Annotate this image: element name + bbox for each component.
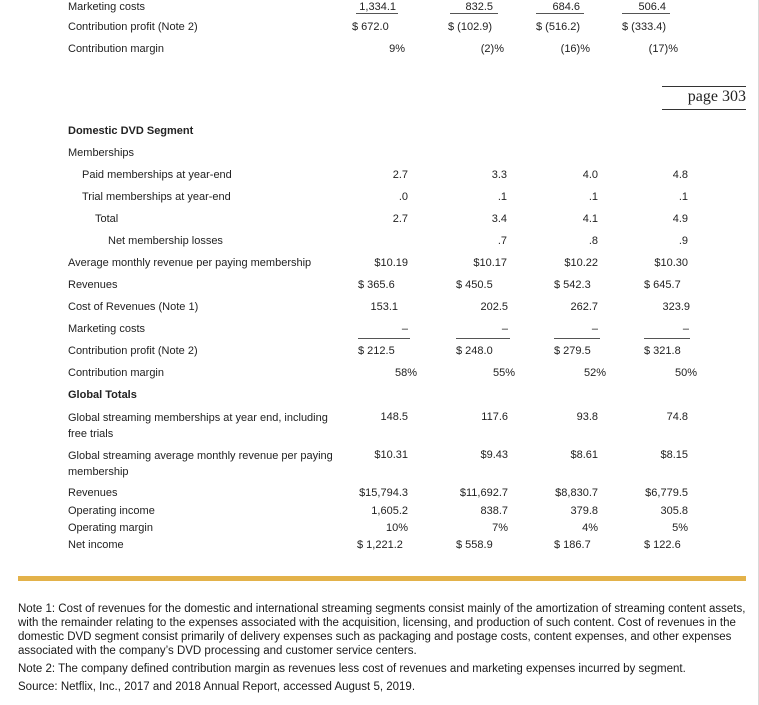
value-cell: $ 186.7 — [554, 539, 591, 551]
value-cell: 9% — [389, 43, 405, 55]
table-row — [0, 300, 759, 318]
value-cell: $ 450.5 — [456, 279, 493, 291]
table-row — [0, 538, 759, 556]
value-cell: 305.8 — [660, 505, 688, 517]
table-row — [0, 521, 759, 539]
value-cell: $10.17 — [473, 257, 507, 269]
value-cell: 4% — [582, 522, 598, 534]
value-cell: $8,830.7 — [555, 487, 598, 499]
total-rule — [644, 338, 690, 339]
value-cell: 7% — [492, 522, 508, 534]
value-cell: 1,605.2 — [371, 505, 408, 517]
value-cell: 58% — [394, 367, 417, 379]
table-row — [0, 256, 759, 274]
value-cell: 838.7 — [480, 505, 508, 517]
table-row — [0, 168, 759, 186]
total-rule — [356, 13, 398, 14]
row-label: Paid memberships at year-end — [82, 169, 232, 181]
table-row — [0, 20, 759, 38]
value-cell: 323.9 — [662, 301, 690, 313]
value-cell: 10% — [385, 522, 408, 534]
value-cell: 262.7 — [570, 301, 598, 313]
table-row — [0, 486, 759, 504]
row-label: Net income — [68, 539, 124, 551]
value-cell: $ 279.5 — [554, 345, 591, 357]
value-cell: $10.30 — [654, 257, 688, 269]
row-label: Average monthly revenue per paying membership — [68, 257, 312, 269]
value-cell: 4.8 — [672, 169, 688, 181]
value-cell: $ 558.9 — [456, 539, 493, 551]
value-cell: $8.61 — [570, 449, 598, 461]
value-cell: .1 — [678, 191, 688, 203]
section-divider — [18, 576, 746, 581]
value-cell: 93.8 — [576, 411, 598, 423]
value-cell: $ 122.6 — [644, 539, 681, 551]
value-cell: .1 — [588, 191, 598, 203]
subsection-heading — [0, 146, 759, 164]
row-label: Net membership losses — [108, 235, 223, 247]
total-rule — [554, 338, 600, 339]
value-cell: 3.3 — [491, 169, 507, 181]
value-cell: 5% — [672, 522, 688, 534]
value-cell: 4.0 — [582, 169, 598, 181]
total-rule — [456, 338, 510, 339]
row-label: Trial memberships at year-end — [82, 191, 231, 203]
section-heading — [0, 388, 759, 406]
row-label: Marketing costs — [68, 323, 146, 335]
page-number: page 303 — [662, 86, 746, 110]
value-cell: $10.19 — [374, 257, 408, 269]
value-cell: – — [501, 323, 508, 335]
value-cell: $ (333.4) — [622, 21, 667, 33]
value-cell: $ 672.0 — [352, 21, 389, 33]
source-line: Source: Netflix, Inc., 2017 and 2018 Annual Report, accessed August 5, 2019. — [18, 681, 416, 693]
value-cell: 202.5 — [480, 301, 508, 313]
row-label: Total — [95, 213, 119, 225]
value-cell: $ 645.7 — [644, 279, 681, 291]
table-row — [0, 410, 759, 442]
row-label: Global streaming average monthly revenue per paying membership — [68, 450, 333, 478]
table-row — [0, 0, 759, 18]
value-cell: 832.5 — [465, 1, 493, 13]
value-cell: $11,692.7 — [459, 487, 508, 499]
value-cell: $8.15 — [660, 449, 688, 461]
value-cell: $6,779.5 — [645, 487, 688, 499]
value-cell: – — [682, 323, 689, 335]
table-row — [0, 448, 759, 480]
row-label: Cost of Revenues (Note 1) — [68, 301, 199, 313]
value-cell: $10.31 — [374, 449, 408, 461]
total-rule — [450, 13, 498, 14]
table-row — [0, 344, 759, 362]
value-cell: 2.7 — [392, 213, 408, 225]
notes-block — [18, 602, 748, 698]
table-row — [0, 504, 759, 522]
value-cell: 55% — [492, 367, 515, 379]
value-cell: 4.9 — [672, 213, 688, 225]
value-cell: $ 321.8 — [644, 345, 681, 357]
value-cell: 4.1 — [582, 213, 598, 225]
subsection-title: Memberships — [68, 147, 135, 159]
value-cell: $9.43 — [480, 449, 508, 461]
row-label: Contribution margin — [68, 43, 164, 55]
value-cell: $ 542.3 — [554, 279, 591, 291]
value-cell: 379.8 — [570, 505, 598, 517]
value-cell: $ (102.9) — [448, 21, 493, 33]
section-title: Domestic DVD Segment — [68, 125, 194, 137]
value-cell: 153.1 — [370, 301, 398, 313]
total-rule — [358, 338, 410, 339]
value-cell: $ (516.2) — [536, 21, 581, 33]
value-cell: (17)% — [648, 43, 678, 55]
value-cell: .0 — [398, 191, 408, 203]
table-row — [0, 212, 759, 230]
value-cell: .7 — [497, 235, 507, 247]
value-cell: – — [401, 323, 408, 335]
value-cell: 506.4 — [638, 1, 666, 13]
note-2: Note 2: The company defined contribution margin as revenues less cost of revenues and marketing expenses incurred by segment. — [18, 663, 686, 675]
value-cell: 148.5 — [380, 411, 408, 423]
value-cell: .8 — [588, 235, 598, 247]
note-1: Note 1: Cost of revenues for the domestic and international streaming segments consist mainly of the amortization of streaming content assets, with the remainder relating to the expenses associated with the acquisition, licensing, and production of such content. Cost of revenues in the domestic DVD segment consist primarily of delivery expenses such as packaging and postage costs, content expenses, and other expenses associated with the company’s DVD processing and customer service centers. — [18, 603, 746, 657]
value-cell: 52% — [583, 367, 606, 379]
table-row — [0, 190, 759, 208]
value-cell: 50% — [674, 367, 697, 379]
value-cell: (2)% — [480, 43, 504, 55]
value-cell: 2.7 — [392, 169, 408, 181]
section-heading — [0, 124, 759, 142]
value-cell: 117.6 — [481, 411, 508, 423]
table-row — [0, 42, 759, 60]
value-cell: $10.22 — [564, 257, 598, 269]
value-cell: 1,334.1 — [359, 1, 396, 13]
row-label: Operating income — [68, 505, 155, 517]
table-row — [0, 278, 759, 296]
row-label: Operating margin — [68, 522, 153, 534]
row-label: Revenues — [68, 487, 118, 499]
value-cell: $ 365.6 — [358, 279, 395, 291]
table-row — [0, 234, 759, 252]
value-cell: 3.4 — [491, 213, 507, 225]
table-row — [0, 366, 759, 384]
value-cell: $ 248.0 — [456, 345, 493, 357]
value-cell: $15,794.3 — [359, 487, 408, 499]
value-cell: $ 212.5 — [358, 345, 395, 357]
value-cell: 74.8 — [666, 411, 688, 423]
value-cell: 684.6 — [552, 1, 580, 13]
row-label: Global streaming memberships at year end, including free trials — [68, 412, 328, 440]
section-title: Global Totals — [68, 389, 137, 401]
value-cell: .1 — [497, 191, 507, 203]
total-rule — [536, 13, 584, 14]
value-cell: – — [591, 323, 598, 335]
row-label: Contribution margin — [68, 367, 164, 379]
row-label: Marketing costs — [68, 1, 146, 13]
row-label: Contribution profit (Note 2) — [68, 21, 198, 33]
value-cell: .9 — [678, 235, 688, 247]
total-rule — [622, 13, 670, 14]
value-cell: (16)% — [560, 43, 590, 55]
row-label: Revenues — [68, 279, 118, 291]
row-label: Contribution profit (Note 2) — [68, 345, 198, 357]
value-cell: $ 1,221.2 — [357, 539, 403, 551]
